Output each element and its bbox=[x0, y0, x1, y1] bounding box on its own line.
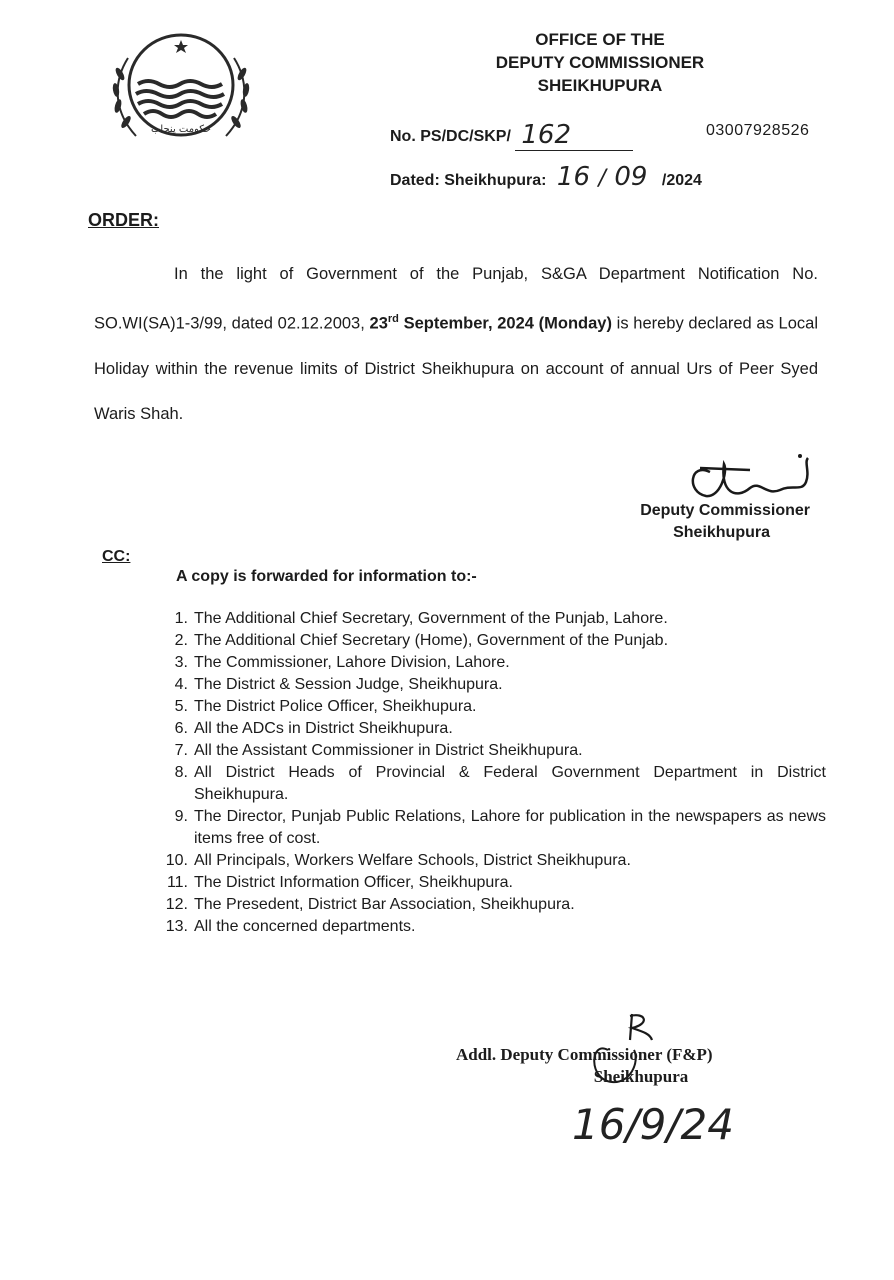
dated-line: Dated: Sheikhupura: 16 / 09 /2024 bbox=[390, 162, 702, 192]
phone-number: 03007928526 bbox=[706, 122, 810, 139]
cc-item-text: The District Information Officer, Sheikhupura. bbox=[194, 874, 513, 891]
dated-day: 16 bbox=[556, 162, 591, 192]
cc-list-item bbox=[150, 696, 826, 718]
cc-list-item bbox=[150, 740, 826, 762]
office-line-3: SHEIKHUPURA bbox=[537, 76, 663, 95]
cc-list-item bbox=[150, 916, 826, 938]
cc-item-number: 10. bbox=[165, 852, 188, 869]
order-date-day: 23 bbox=[369, 314, 388, 333]
cc-item-number: 11. bbox=[166, 874, 188, 891]
signatory-place: Sheikhupura bbox=[673, 524, 770, 541]
cc-item-text: The Additional Chief Secretary (Home), Government of the Punjab. bbox=[194, 632, 669, 649]
cc-item-number: 3. bbox=[174, 654, 188, 671]
cc-list bbox=[150, 608, 826, 938]
handwritten-date: 16/9/24 bbox=[572, 1100, 734, 1149]
cc-list-item bbox=[150, 850, 826, 872]
cc-item-number: 6. bbox=[174, 720, 188, 737]
punjab-government-seal bbox=[106, 30, 256, 155]
office-heading bbox=[440, 28, 760, 97]
cc-item-number: 1. bbox=[174, 610, 188, 627]
cc-list-item bbox=[150, 894, 826, 916]
cc-item-number: 13. bbox=[165, 918, 188, 935]
office-line-1: OFFICE OF THE bbox=[535, 30, 665, 49]
cc-item-number: 8. bbox=[174, 764, 188, 781]
cc-item-text: The Director, Punjab Public Relations, Lahore for publication in the newspapers as news items free of cost. bbox=[194, 808, 826, 847]
cc-list-item bbox=[150, 762, 826, 806]
cc-item-number: 2. bbox=[174, 632, 188, 649]
cc-item-text: The Presedent, District Bar Association, Sheikhupura. bbox=[194, 896, 575, 913]
cc-label: CC: bbox=[102, 548, 131, 565]
reference-number bbox=[390, 118, 633, 149]
cc-item-number: 4. bbox=[174, 676, 188, 693]
cc-item-text: All District Heads of Provincial & Federal Government Department in District Sheikhupura. bbox=[194, 764, 826, 803]
signature-block-2 bbox=[456, 1044, 826, 1088]
reference-label: No. PS/DC/SKP/ bbox=[390, 128, 511, 145]
dated-year: /2024 bbox=[661, 172, 702, 189]
signatory-2-place: Sheikhupura bbox=[593, 1067, 689, 1086]
cc-list-item bbox=[150, 718, 826, 740]
signatory-title: Deputy Commissioner bbox=[640, 502, 810, 519]
cc-item-text: The Commissioner, Lahore Division, Lahore. bbox=[194, 654, 510, 671]
reference-handwritten-number: 162 bbox=[515, 120, 633, 151]
dated-label: Dated: Sheikhupura: bbox=[390, 172, 547, 189]
order-heading: ORDER: bbox=[88, 210, 159, 230]
order-date-suffix: rd bbox=[387, 313, 399, 325]
cc-item-text: The Additional Chief Secretary, Government of the Punjab, Lahore. bbox=[194, 610, 668, 627]
signature-block-1 bbox=[560, 500, 810, 544]
cc-item-text: The District & Session Judge, Sheikhupura. bbox=[194, 676, 503, 693]
cc-item-number: 9. bbox=[174, 808, 188, 825]
order-text-1: In the light of Government of the Punjab, S&GA Department Notification No. SO.WI(SA)1-3/99, dated 02.12.2003, bbox=[94, 265, 818, 333]
cc-list-item bbox=[150, 652, 826, 674]
cc-list-item bbox=[150, 674, 826, 696]
cc-item-text: All the Assistant Commissioner in District Sheikhupura. bbox=[194, 742, 583, 759]
cc-list-item bbox=[150, 806, 826, 850]
cc-item-text: All the concerned departments. bbox=[194, 918, 416, 935]
seal-text: حکومت پنجاب bbox=[151, 124, 211, 135]
cc-intro: A copy is forwarded for information to:- bbox=[176, 568, 477, 585]
signatory-2-title: Addl. Deputy Commissioner (F&P) bbox=[456, 1045, 713, 1064]
cc-list-item bbox=[150, 872, 826, 894]
cc-item-text: All Principals, Workers Welfare Schools, District Sheikhupura. bbox=[194, 852, 631, 869]
office-line-2: DEPUTY COMMISSIONER bbox=[495, 53, 705, 72]
cc-item-number: 12. bbox=[165, 896, 188, 913]
cc-item-text: All the ADCs in District Sheikhupura. bbox=[194, 720, 453, 737]
cc-item-text: The District Police Officer, Sheikhupura. bbox=[194, 698, 477, 715]
cc-list-item bbox=[150, 608, 826, 630]
order-text-2: is hereby declared as Local Holiday within the revenue limits of District Sheikhupura on account of annual Urs of Peer Syed Waris Shah. bbox=[94, 314, 818, 423]
dated-month: 09 bbox=[614, 162, 648, 192]
cc-list-item bbox=[150, 630, 826, 652]
cc-item-number: 7. bbox=[174, 742, 188, 759]
order-date-rest: September, 2024 (Monday) bbox=[398, 314, 612, 333]
cc-item-number: 5. bbox=[174, 698, 188, 715]
order-paragraph bbox=[94, 252, 818, 437]
